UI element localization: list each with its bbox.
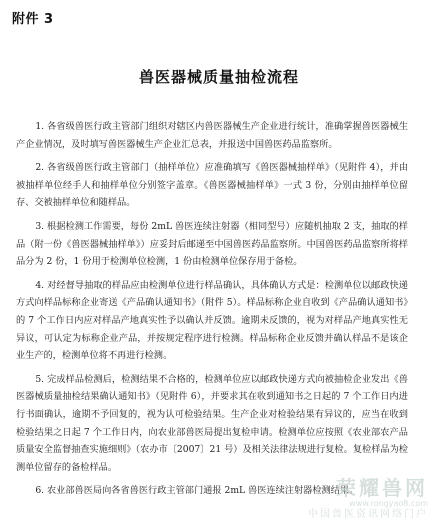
paragraph-6: 6. 农业部兽医局向各省兽医行政主管部门通报 2mL 兽医连续注射器检测结果。 — [35, 485, 359, 497]
paragraph-1: 1. 各省级兽医行政主管部门组织对辖区内兽医器械生产企业进行统计，准确掌握兽医器械生产企业情况，及时填写兽医器械生产企业汇总表，并报送中国兽医药品监察所。 — [16, 121, 408, 150]
watermark-logo-text: 荣耀兽网 — [336, 476, 428, 500]
document-body — [16, 118, 408, 506]
attachment-label: 附件 3 — [12, 12, 54, 27]
paragraph-2: 2. 各省级兽医行政主管部门（抽样单位）应准确填写《兽医器械抽样单》（见附件 4），并由被抽样单位经手人和抽样单位分别签字盖章。《兽医器械抽样单》一式 3 份，分别由抽样单位留存、交被抽样单位和随样品。 — [16, 162, 408, 209]
document-title: 兽医器械质量抽检流程 — [138, 68, 299, 86]
paragraph-5: 5. 完成样品检测后，检测结果不合格的，检测单位应以邮政快递方式向被抽检企业发出《兽医器械质量抽检结果确认通知书》（见附件 6），并要求其在收到通知书之日起的 7 个工作日内进行书面确认，逾期不予回复的，视为认可检验结果。生产企业对检验结果有异议的，应当在收到检验结果之日起 7 个工作日内，向农业部兽医局提出复检申请。检测单位应按照《农业部农产品质量安全监督抽查实施细则》（农办市〔2007〕21 号）及相关法律法规进行复检。复检样品为检测单位留存的备检样品。 — [16, 373, 408, 473]
paragraph-4: 4. 对经督导抽取的样品应由检测单位进行样品确认，具体确认方式是：检测单位以邮政快递方式向样品标称企业寄送《产品确认通知书》（附件 5）。样品标称企业自收到《产品确认通知书》的 7 个工作日内应对样品产地真实性予以确认并反馈。逾期未反馈的，视为对样品产地真实性无异议，可认定为标称企业产品，并按规定程序进行检测。样品标称企业反馈并确认样品不是该企业生产的，检测单位将不再进行检测。 — [16, 279, 408, 362]
watermark-tagline: 中国兽医资讯网络门户 — [308, 509, 428, 520]
paragraph-3: 3. 根据检测工作需要，每份 2mL 兽医连续注射器（相同型号）应随机抽取 2 支，抽取的样品（附一份《兽医器械抽样单》）应妥封后邮递至中国兽医药品监察所。中国兽医药品监察所将样品分为 2 份，1 份用于检测单位检测，1 份由检测单位保存用于备检。 — [16, 220, 408, 268]
watermark-url: www.rongyao8.com — [349, 499, 428, 508]
